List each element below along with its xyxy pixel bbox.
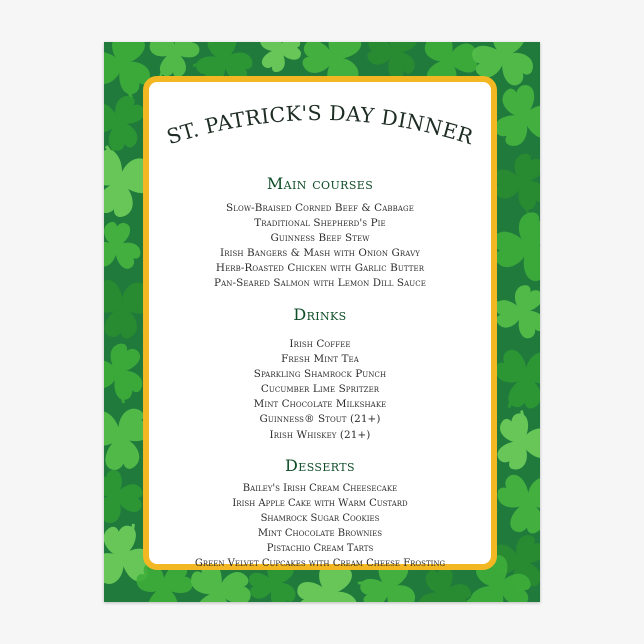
- list-item: Irish Bangers & Mash with Onion Gravy: [220, 247, 420, 260]
- list-item: Irish Whiskey (21+): [269, 428, 371, 441]
- list-item: Shamrock Sugar Cookies: [260, 513, 380, 525]
- list-item: Traditional Shepherd's Pie: [254, 217, 386, 230]
- section-heading-main-courses: Main courses: [266, 174, 374, 193]
- menu-card: [104, 42, 540, 602]
- list-item: Mint Chocolate Brownies: [257, 528, 383, 540]
- svg-text:ST. PATRICK'S DAY DINNER: [164, 101, 477, 149]
- menu-title: ST. PATRICK'S DAY DINNER: [163, 100, 477, 150]
- list-item: Irish Apple Cake with Warm Custard: [232, 498, 408, 510]
- menu-frame: [143, 76, 497, 570]
- main-courses-list: [149, 201, 491, 292]
- list-item: Sparkling Shamrock Punch: [253, 368, 387, 381]
- section-heading-desserts: Desserts: [285, 456, 355, 475]
- list-item: Guinness Beef Stew: [270, 232, 370, 245]
- list-item: Bailey's Irish Cream Cheesecake: [242, 483, 398, 494]
- list-item: Cucumber Lime Spritzer: [260, 383, 380, 396]
- list-item: Pan-Seared Salmon with Lemon Dill Sauce: [214, 277, 426, 290]
- list-item: Irish Coffee: [289, 338, 351, 350]
- menu-content: [149, 82, 491, 570]
- list-item: Herb-Roasted Chicken with Garlic Butter: [215, 262, 425, 275]
- list-item: Pistachio Cream Tarts: [266, 543, 374, 555]
- list-item: Guinness® Stout (21+): [259, 413, 381, 426]
- drinks-list: [149, 337, 491, 443]
- section-heading-drinks: Drinks: [293, 305, 347, 324]
- menu-title-arc: [149, 90, 491, 150]
- list-item: Slow-Braised Corned Beef & Cabbage: [226, 202, 414, 214]
- desserts-list: [149, 481, 491, 572]
- list-item: Green Velvet Cupcakes with Cream Cheese Frosting: [194, 558, 446, 570]
- list-item: Mint Chocolate Milkshake: [253, 398, 387, 411]
- list-item: Fresh Mint Tea: [281, 353, 359, 366]
